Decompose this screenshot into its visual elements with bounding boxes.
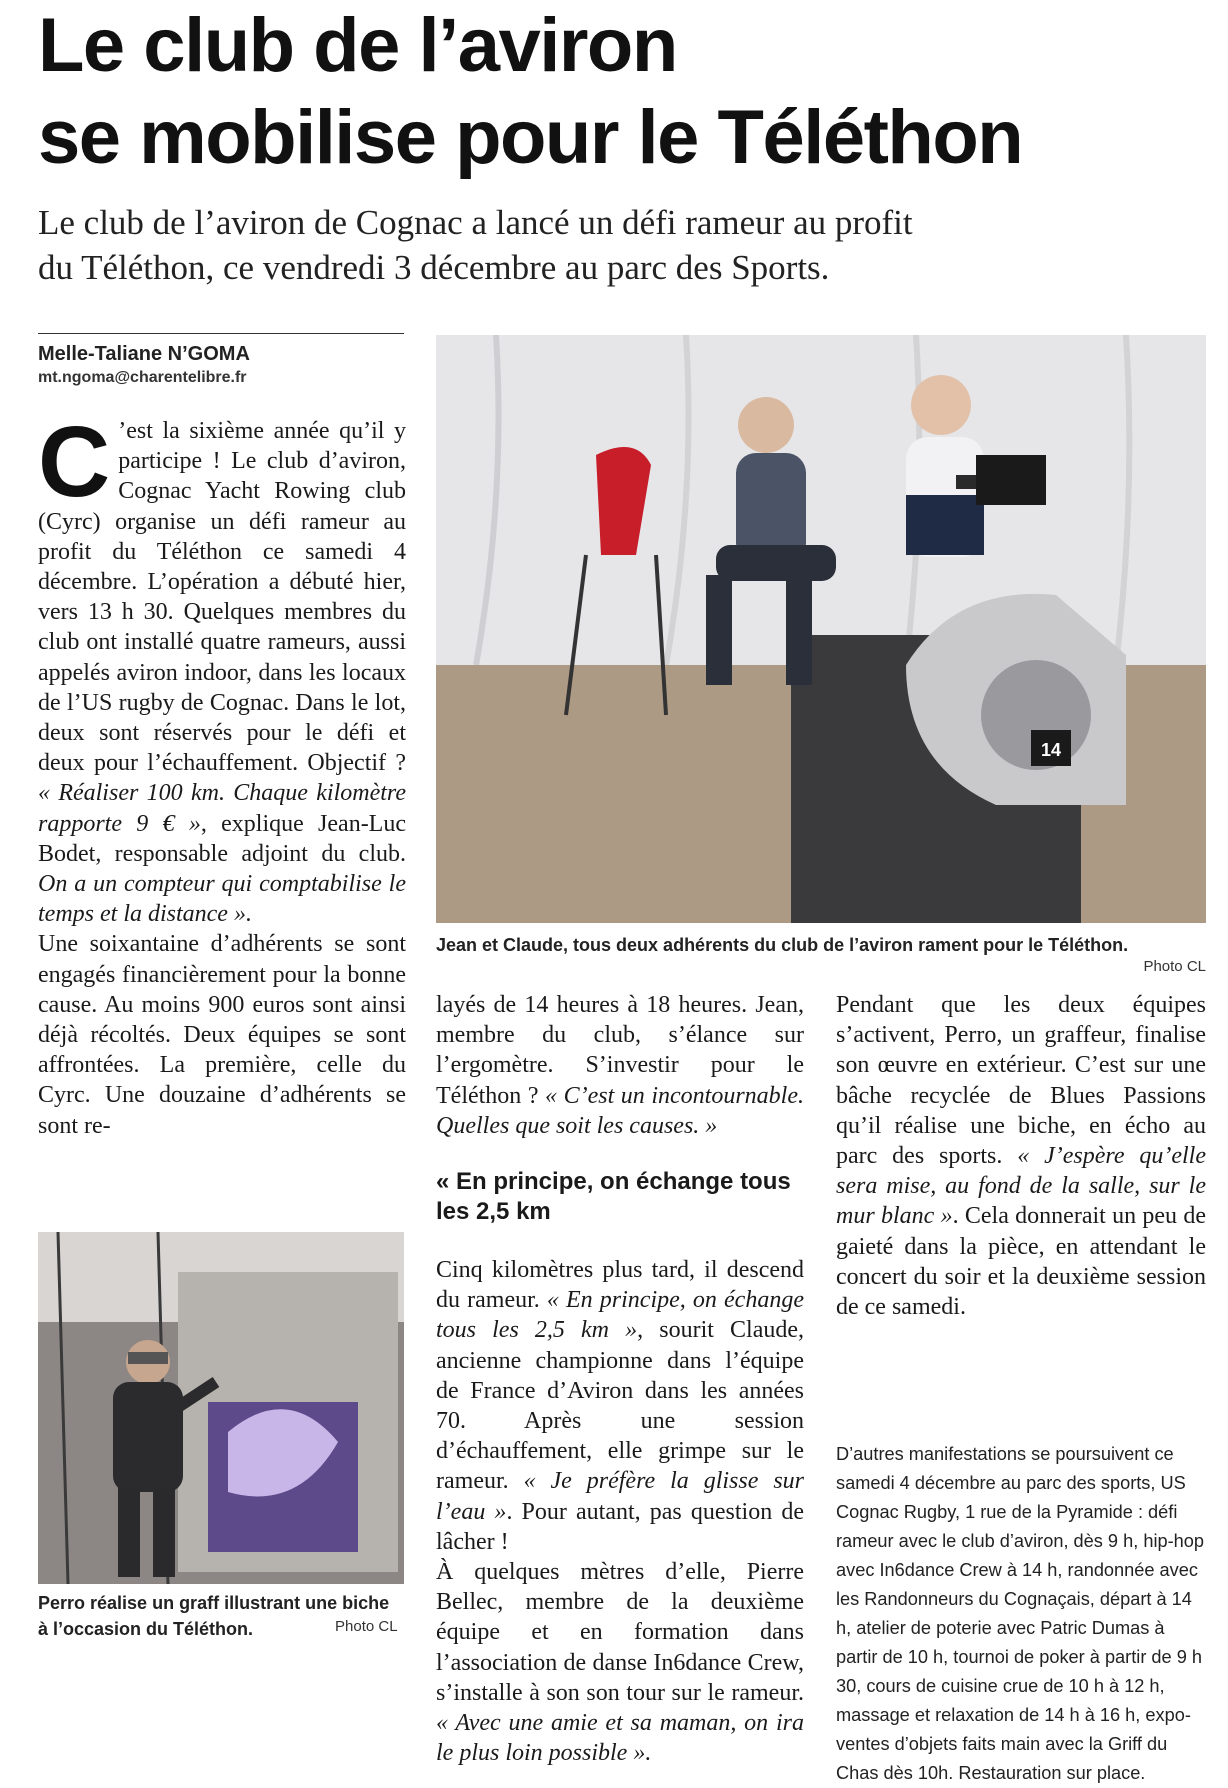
p4-text-a: Cinq kilomètres plus tard, il descend du rameur. (436, 1257, 804, 1314)
p4-text-c: . Pour autant, pas question de lâcher ! (436, 1498, 805, 1555)
graffiti-photo-illustration (38, 1232, 404, 1584)
secondary-photo-credit: Photo CL (335, 1618, 398, 1635)
author-name: Melle-Taliane N’GOMA (38, 343, 250, 365)
p3-text-a: layés de 14 heures à 18 heures. Jean, membre du club, s’élance sur l’ergomètre. S’investir pour le Téléthon ? (436, 992, 804, 1109)
main-photo-caption: Jean et Claude, tous deux adhérents du club de l’aviron rament pour le Téléthon. (436, 935, 1129, 955)
p3-quote: « C’est un incontournable. Quelles que soit les causes. » (436, 1082, 804, 1139)
p1-text-b: , explique Jean-Luc Bodet, responsable adjoint du club. (38, 810, 406, 867)
secondary-photo-caption: Perro réalise un graff illustrant une biche à l’occasion du Téléthon. (38, 1593, 390, 1639)
main-photo-credit: Photo CL (1143, 958, 1206, 975)
article-paragraph-4 (436, 1255, 804, 1557)
headline-line-2: se mobilise pour le Téléthon (38, 95, 1023, 180)
events-info-box: D’autres manifestations se poursuivent ce samedi 4 décembre au parc des sports, US Cognac Rugby, 1 rue de la Pyramide : défi rameur avec le club d’aviron, dès 9 h, hip-hop avec In6dance Crew à 14 h, randonnée avec les Randonneurs du Cognaçais, départ à 14 h, atelier de poterie avec Patric Dumas à partir de 10 h, tournoi de poker à partir de 9 h 30, cours de cuisine crue de 10 h à 12 h, massage et relaxation de 14 h à 16 h, expo-ventes d’objets faits main avec la Griff du Chas dès 10h. Restauration sur place. (836, 1444, 1204, 1783)
author-email[interactable]: mt.ngoma@charentelibre.fr (38, 369, 247, 386)
article-paragraph-3 (436, 990, 804, 1141)
byline-rule (38, 333, 404, 334)
p5-text-a: À quelques mètres d’elle, Pierre Bellec, membre de la deuxième équipe et en formation dans l’association de danse In6dance Crew, s’installe à son son tour sur le rameur. (436, 1559, 804, 1706)
p4-quote-1: « En principe, on échange tous les 2,5 km » (436, 1287, 804, 1344)
article-paragraph-1 (38, 406, 406, 929)
article-paragraph-5 (436, 1557, 804, 1768)
main-photo (436, 335, 1206, 923)
p1-quote-2: On a un compteur qui comptabilise le temps et la distance ». (38, 871, 406, 928)
headline-line-1: Le club de l’aviron (38, 3, 677, 88)
p4-quote-2: « Je préfère la glisse sur l’eau » (436, 1468, 804, 1525)
secondary-photo (38, 1232, 404, 1584)
standfirst (38, 200, 1198, 290)
article-column-1 (38, 406, 406, 1141)
p5-quote: « Avec une amie et sa maman, on ira le plus loin possible ». (436, 1710, 804, 1767)
machine-number-label: 14 (1040, 740, 1062, 760)
article-paragraph-6 (836, 990, 1206, 1322)
standfirst-line-2: du Téléthon, ce vendredi 3 décembre au parc des Sports. (38, 248, 830, 287)
p6-text-b: . Cela donnerait un peu de gaieté dans la pièce, en attendant le concert du soir et la deuxième session de ce samedi. (836, 1203, 1206, 1321)
article-subhead: « En principe, on échange tous les 2,5 km (436, 1168, 791, 1226)
article-column-2 (436, 990, 804, 1768)
p4-text-b: , sourit Claude, ancienne championne dans l’équipe de France d’Aviron dans les années 70. Après une session d’échauffement, elle grimpe sur le rameur. (436, 1317, 805, 1495)
p1-text-a: ’est la sixième année qu’il y participe ! Le club d’aviron, Cognac Yacht Rowing club (Cyrc) organise un défi rameur au profit du Téléthon ce samedi 4 décembre. L’opération a débuté hier, vers 13 h 30. Quelques membres du club ont installé quatre rameurs, aussi appelés aviron indoor, dans les locaux de l’US rugby de Cognac. Dans le lot, deux sont réservés pour le défi et deux pour l’échauffement. Objectif ? (38, 418, 406, 777)
p6-quote: « J’espère qu’elle sera mise, au fond de la salle, sur le mur blanc » (836, 1143, 1206, 1230)
p6-text-a: Pendant que les deux équipes s’activent, Perro, un graffeur, finalise son œuvre en extérieur. C’est sur une bâche recyclée de Blues Passions qu’il réalise une biche, en écho au parc des sports. (836, 992, 1206, 1170)
drop-cap: C (38, 406, 111, 518)
rowing-photo-illustration (436, 335, 1206, 923)
headline (38, 0, 1218, 184)
article-column-3 (836, 990, 1206, 1322)
article-paragraph-2: Une soixantaine d’adhérents se sont engagés financièrement pour la bonne cause. Au moins 900 euros sont ainsi déjà récoltés. Deux équipes se sont affrontées. La première, celle du Cyrc. Une douzaine d’adhérents se sont re- (38, 931, 406, 1139)
p1-quote-1: « Réaliser 100 km. Chaque kilomètre rapporte 9 € » (38, 780, 406, 837)
standfirst-line-1: Le club de l’aviron de Cognac a lancé un défi rameur au profit (38, 203, 913, 242)
